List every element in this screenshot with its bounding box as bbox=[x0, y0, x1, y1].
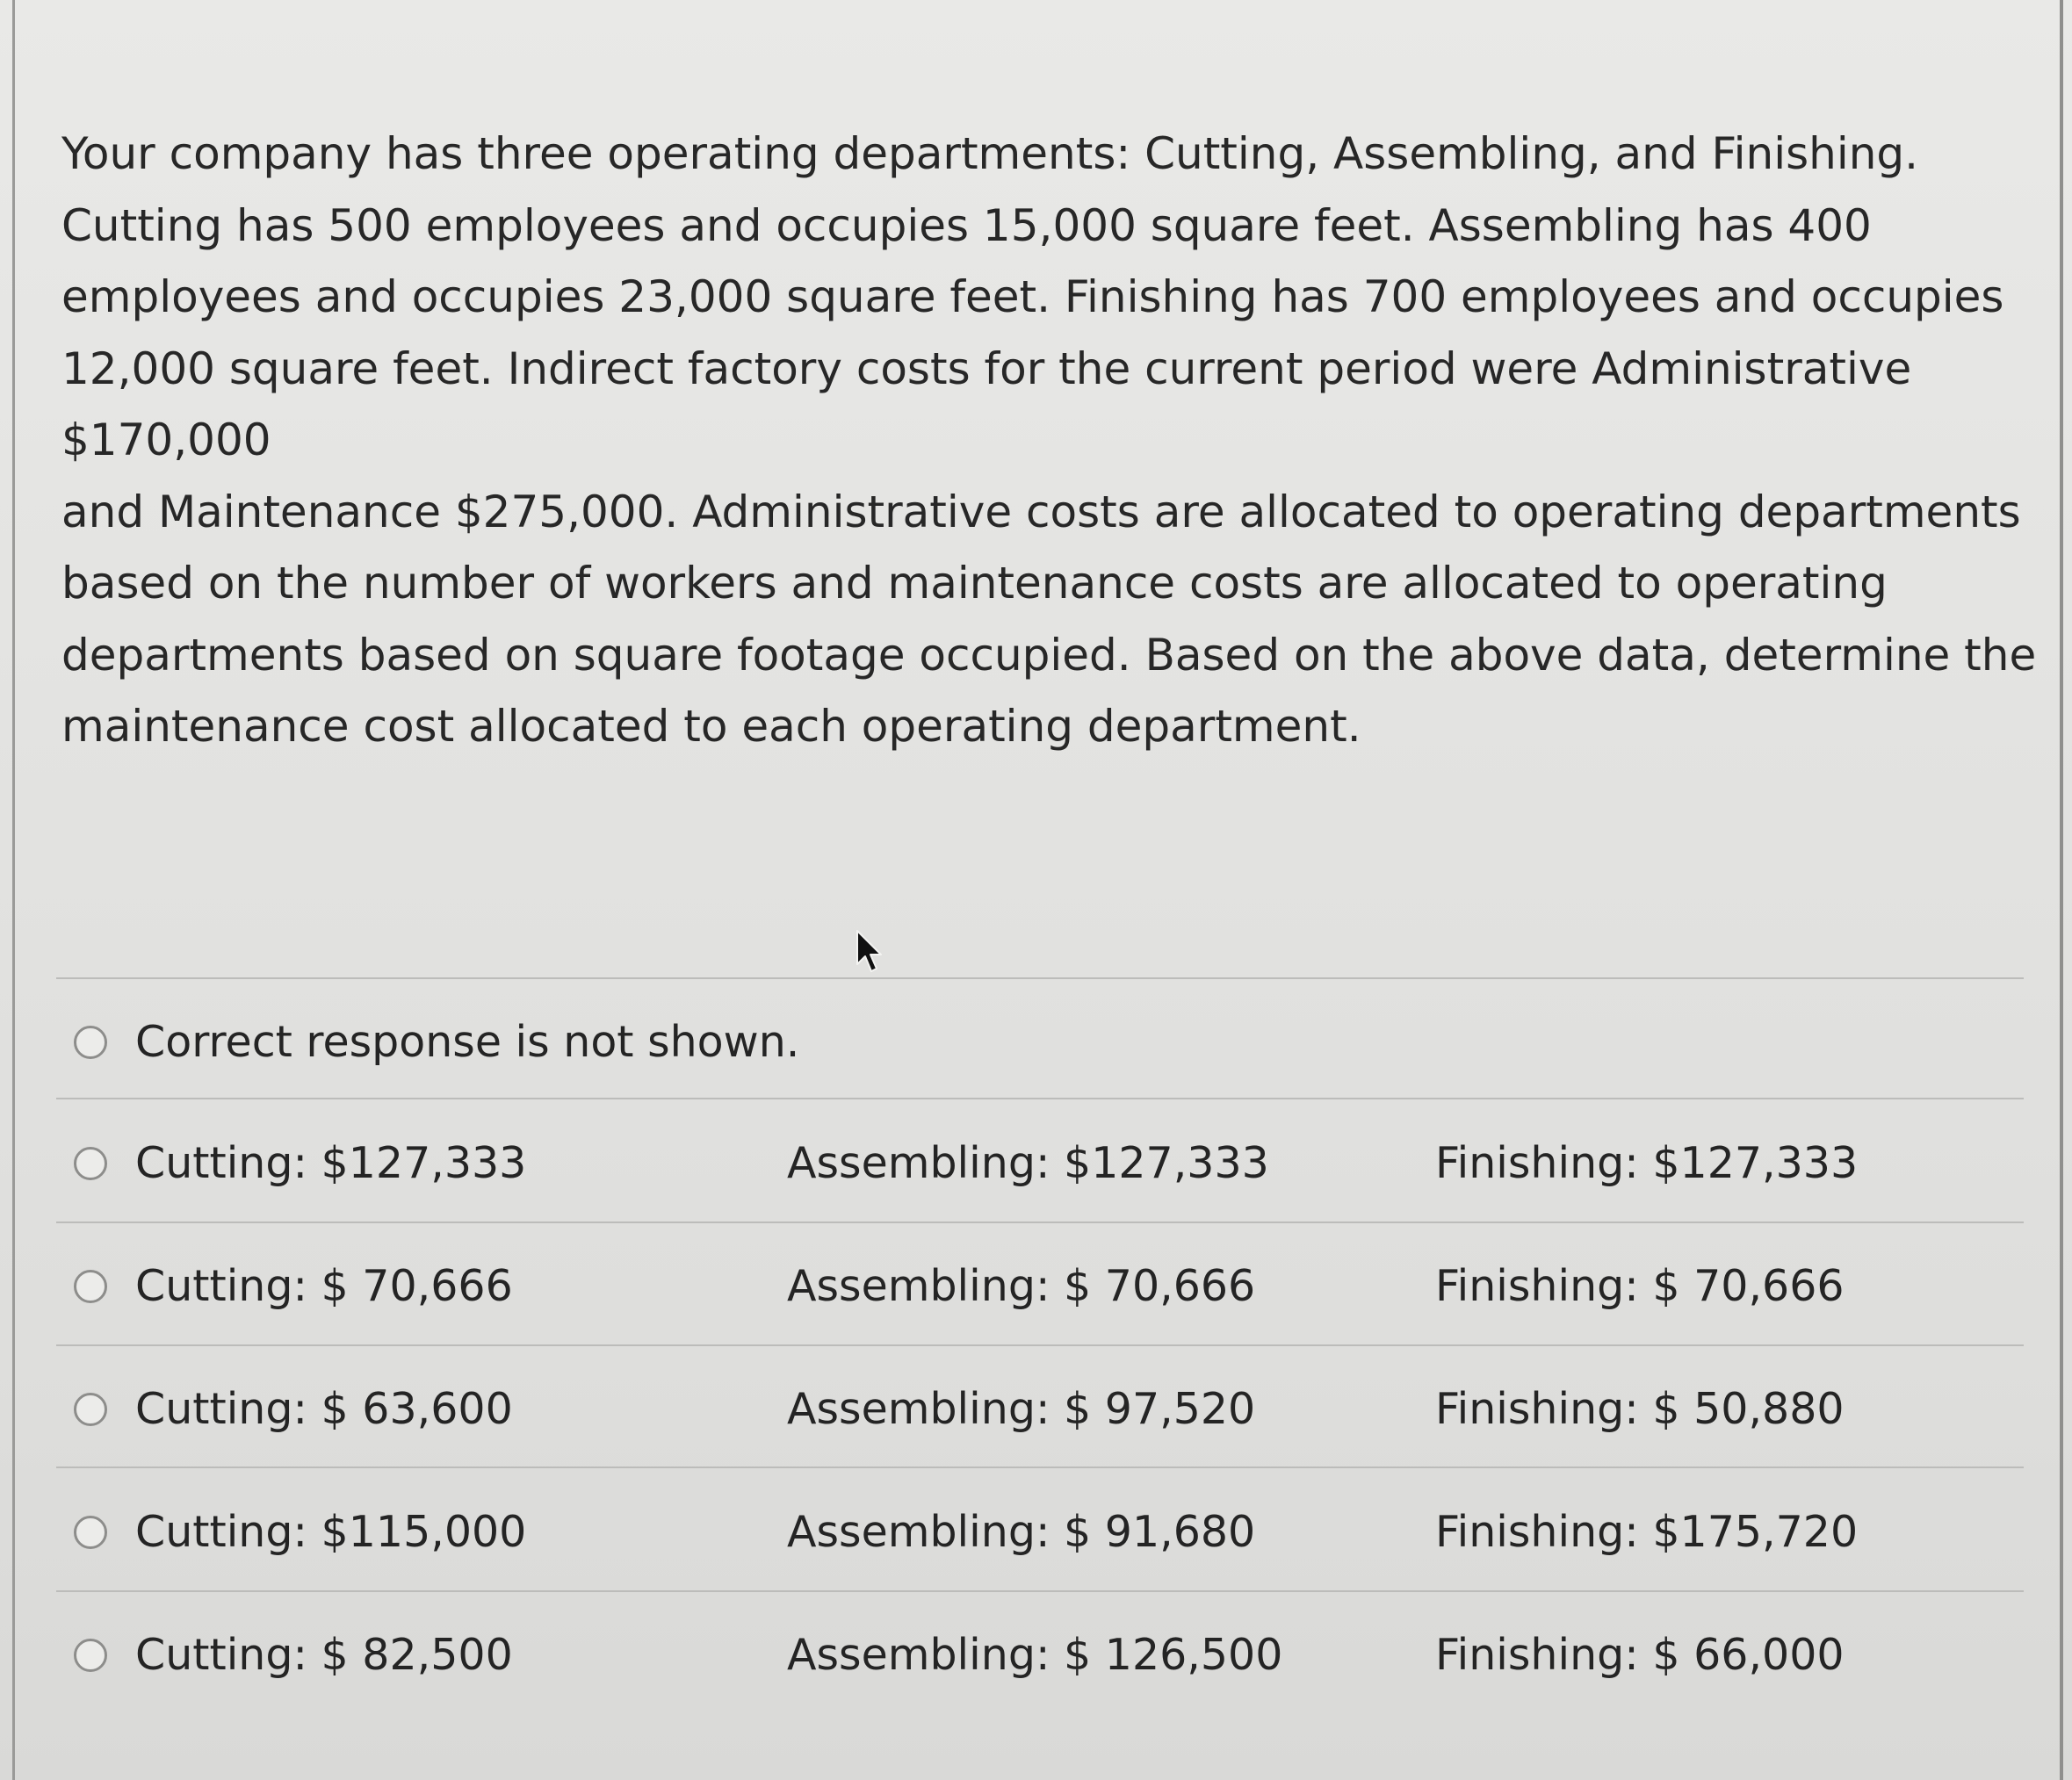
cutting-amount: Cutting: $ 63,600 bbox=[135, 1384, 513, 1434]
question-line: departments based on square footage occupied. Based on the above data, determine the bbox=[61, 629, 2037, 681]
mouse-pointer-icon bbox=[854, 929, 884, 975]
question-line: and Maintenance $275,000. Administrative costs are allocated to operating departments bbox=[61, 486, 2021, 537]
radio-button[interactable] bbox=[74, 1516, 107, 1549]
assembling-amount: Assembling: $ 97,520 bbox=[787, 1384, 1256, 1434]
radio-button[interactable] bbox=[74, 1026, 107, 1059]
assembling-amount: Assembling: $ 126,500 bbox=[787, 1630, 1283, 1680]
cutting-amount: Cutting: $127,333 bbox=[135, 1138, 527, 1188]
divider bbox=[56, 1098, 2024, 1099]
answer-option-2[interactable] bbox=[56, 1254, 2024, 1324]
question-line: maintenance cost allocated to each operating department. bbox=[61, 701, 1361, 752]
finishing-amount: Finishing: $175,720 bbox=[1435, 1507, 1859, 1557]
cutting-amount: Cutting: $ 82,500 bbox=[135, 1630, 513, 1680]
finishing-amount: Finishing: $ 50,880 bbox=[1435, 1384, 1845, 1434]
question-line: employees and occupies 23,000 square feet. Finishing has 700 employees and occupies bbox=[61, 271, 2004, 322]
finishing-amount: Finishing: $ 70,666 bbox=[1435, 1261, 1845, 1311]
divider bbox=[56, 1221, 2024, 1223]
finishing-amount: Finishing: $127,333 bbox=[1435, 1138, 1859, 1188]
question-line: Your company has three operating departments: Cutting, Assembling, and Finishing. bbox=[61, 128, 1919, 179]
assembling-amount: Assembling: $ 70,666 bbox=[787, 1261, 1256, 1311]
divider bbox=[56, 1590, 2024, 1592]
option-text: Correct response is not shown. bbox=[135, 1017, 800, 1067]
answer-option-not-shown[interactable] bbox=[56, 1010, 2024, 1080]
finishing-amount: Finishing: $ 66,000 bbox=[1435, 1630, 1845, 1680]
divider bbox=[56, 977, 2024, 979]
radio-button[interactable] bbox=[74, 1270, 107, 1303]
answer-option-1[interactable] bbox=[56, 1131, 2024, 1201]
divider bbox=[56, 1467, 2024, 1468]
cutting-amount: Cutting: $ 70,666 bbox=[135, 1261, 513, 1311]
radio-button[interactable] bbox=[74, 1639, 107, 1672]
assembling-amount: Assembling: $ 91,680 bbox=[787, 1507, 1256, 1557]
question-line: based on the number of workers and maintenance costs are allocated to operating bbox=[61, 558, 1888, 609]
answer-option-3[interactable] bbox=[56, 1377, 2024, 1447]
radio-button[interactable] bbox=[74, 1393, 107, 1426]
question-text bbox=[61, 119, 2037, 763]
divider bbox=[56, 1344, 2024, 1346]
cutting-amount: Cutting: $115,000 bbox=[135, 1507, 527, 1557]
question-line: $170,000 bbox=[61, 414, 271, 465]
answer-option-4[interactable] bbox=[56, 1500, 2024, 1570]
radio-button[interactable] bbox=[74, 1147, 107, 1180]
assembling-amount: Assembling: $127,333 bbox=[787, 1138, 1269, 1188]
question-line: 12,000 square feet. Indirect factory costs for the current period were Administrative bbox=[61, 342, 1912, 394]
answer-option-5[interactable] bbox=[56, 1623, 2024, 1693]
question-line: Cutting has 500 employees and occupies 15,000 square feet. Assembling has 400 bbox=[61, 199, 1872, 251]
